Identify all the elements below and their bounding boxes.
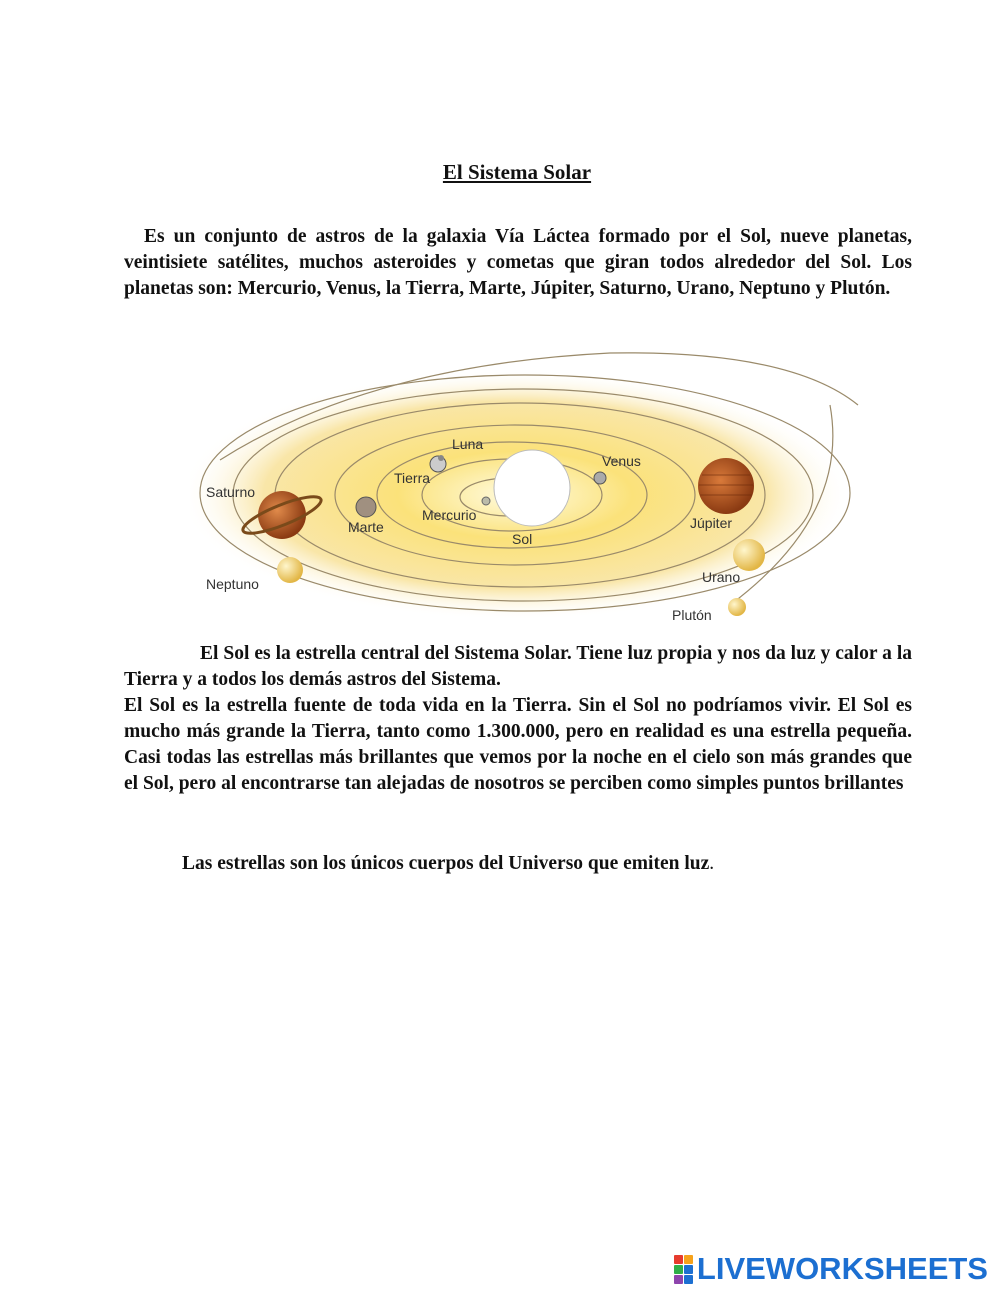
venus xyxy=(594,472,606,484)
logo-icon xyxy=(674,1255,693,1284)
stars-paragraph xyxy=(182,851,882,877)
pluto xyxy=(728,598,746,616)
brand-name: LIVEWORKSHEETS xyxy=(696,1251,988,1286)
label-jupiter: Júpiter xyxy=(690,515,733,531)
label-luna: Luna xyxy=(452,436,484,452)
liveworksheets-logo xyxy=(674,1252,988,1286)
solar-system-diagram xyxy=(190,345,880,635)
label-venus: Venus xyxy=(602,453,641,469)
uranus xyxy=(733,539,765,571)
sun-paragraph-1: El Sol es la estrella central del Sistema Solar. Tiene luz propia y nos da luz y calor a la Tierra y a todos los demás astros del Sistema. xyxy=(124,643,912,690)
intro-paragraph: Es un conjunto de astros de la galaxia Vía Láctea formado por el Sol, nueve planetas, veintisiete satélites, muchos asteroides y cometas que giran todos alrededor del Sol. Los planetas son: Mercurio, Venus, la Tierra, Marte, Júpiter, Saturno, Urano, Neptuno y Plutón. xyxy=(124,226,912,299)
label-tierra: Tierra xyxy=(394,470,431,486)
document-title: El Sistema Solar xyxy=(442,160,592,184)
moon xyxy=(438,455,444,461)
jupiter xyxy=(698,458,754,514)
sun xyxy=(494,450,570,526)
mercury xyxy=(482,497,490,505)
label-sol: Sol xyxy=(512,531,533,547)
label-neptuno: Neptuno xyxy=(206,576,259,592)
label-saturno: Saturno xyxy=(206,484,256,500)
sun-paragraph-2: El Sol es la estrella fuente de toda vida en la Tierra. Sin el Sol no podríamos vivir. El Sol es mucho más grande la Tierra, tanto como 1.300.000, pero en realidad es una estrella pequeña. Casi todas las estrellas más brillantes que vemos por la noche en el cielo son más grandes que el Sol, pero al encontrarse tan alejadas de nosotros se perciben como simples puntos brillantes xyxy=(124,695,912,794)
label-marte: Marte xyxy=(348,519,384,535)
stars-text: Las estrellas son los únicos cuerpos del Universo que emiten luz xyxy=(182,853,710,874)
label-mercurio: Mercurio xyxy=(422,507,477,523)
neptune xyxy=(277,557,303,583)
stars-period: . xyxy=(709,853,715,874)
label-pluton: Plutón xyxy=(672,607,712,623)
label-urano: Urano xyxy=(702,569,741,585)
mars xyxy=(356,497,376,517)
